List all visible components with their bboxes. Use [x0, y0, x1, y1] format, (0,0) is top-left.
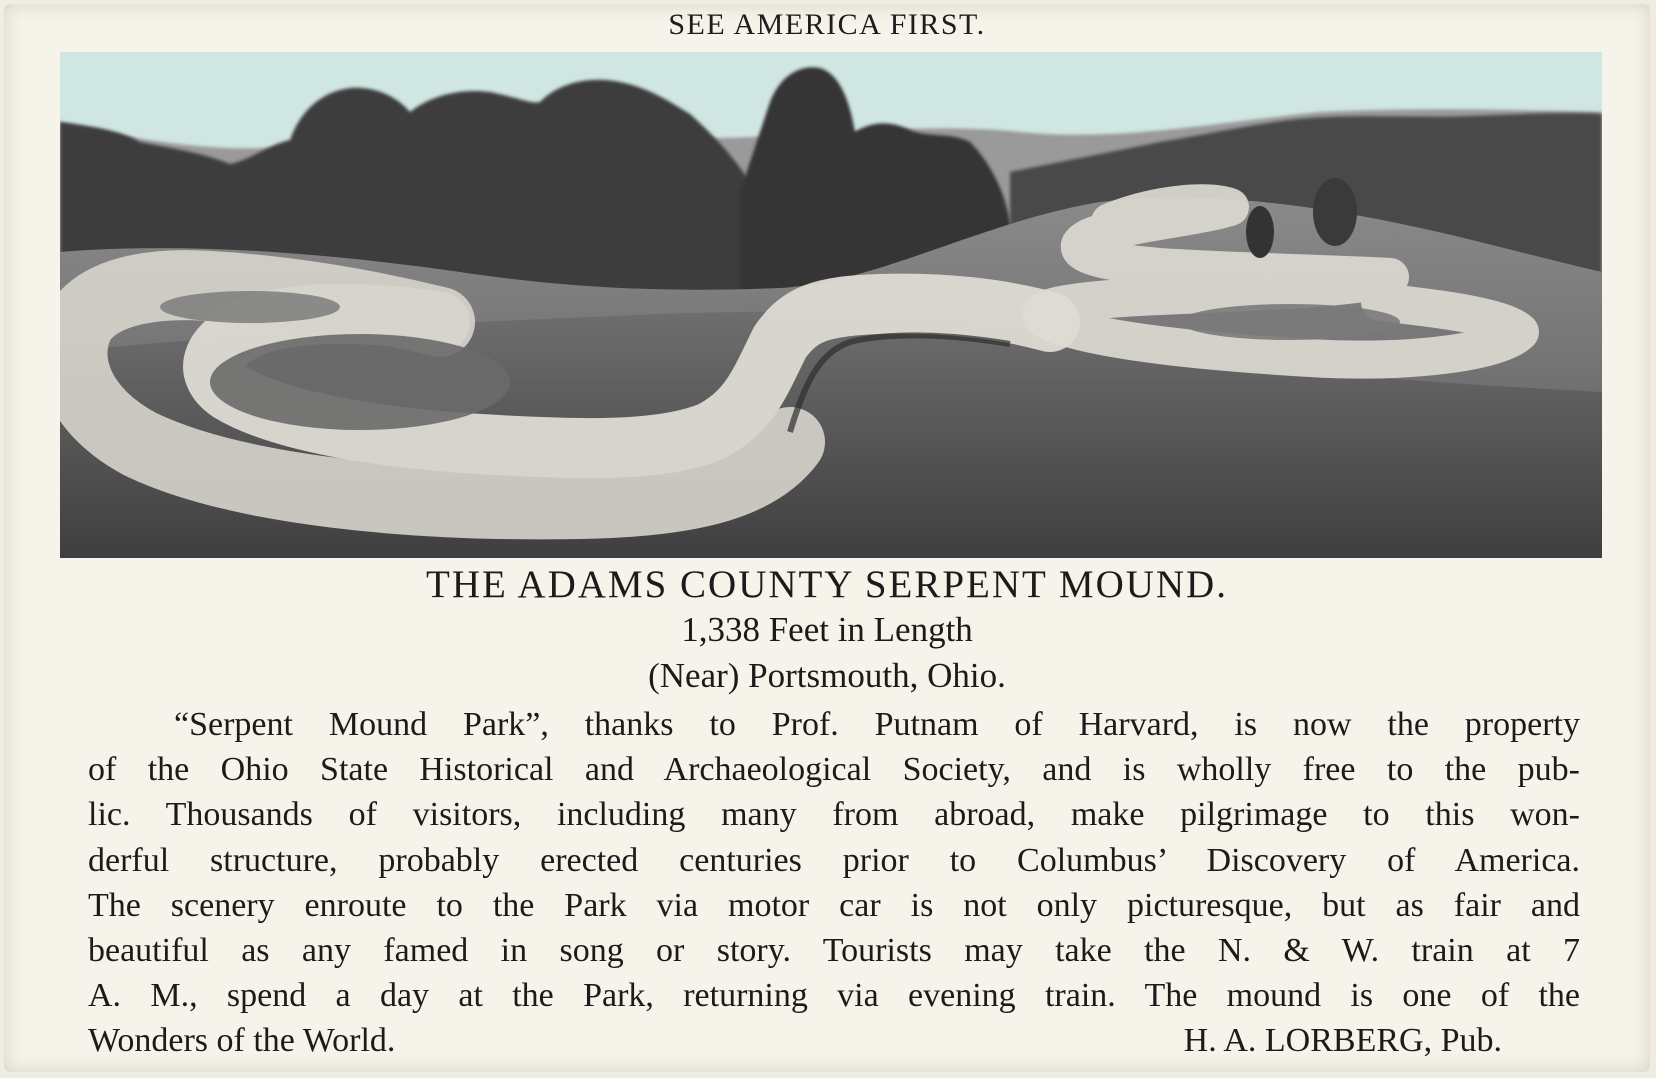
serpent-mound-photo — [60, 52, 1602, 558]
postcard-title: THE ADAMS COUNTY SERPENT MOUND. — [426, 563, 1228, 606]
mound-location: (Near) Portsmouth, Ohio. — [648, 656, 1006, 695]
description-line: A. M., spend a day at the Park, returning via evening train. The mound is one of the — [88, 977, 1580, 1015]
description-line: of the Ohio State Historical and Archaeological Society, and is wholly free to the pub- — [88, 751, 1580, 789]
description-line: derful structure, probably erected centuries prior to Columbus’ Discovery of America. — [88, 841, 1580, 879]
postcard — [4, 4, 1650, 1072]
coil-lawn-right — [1180, 304, 1400, 340]
description-line: Wonders of the World. — [88, 1022, 396, 1060]
coil-lawn-far — [160, 291, 340, 323]
description-last-line — [88, 1018, 1580, 1063]
description-line: lic. Thousands of visitors, including many from abroad, make pilgrimage to this won- — [88, 796, 1580, 834]
publisher-credit: H. A. LORBERG, Pub. — [1183, 1022, 1502, 1060]
mound-length: 1,338 Feet in Length — [681, 610, 973, 649]
description-paragraph — [88, 702, 1580, 1064]
lone-tree — [1246, 206, 1274, 258]
description-line: The scenery enroute to the Park via motor car is not only picturesque, but as fair and — [88, 886, 1580, 924]
header-tagline: SEE AMERICA FIRST. — [668, 8, 986, 41]
lone-tree — [1313, 178, 1357, 246]
description-line: beautiful as any famed in song or story. Tourists may take the N. & W. train at 7 — [88, 932, 1580, 970]
description-line: “Serpent Mound Park”, thanks to Prof. Putnam of Harvard, is now the property — [174, 706, 1580, 743]
coil-lawn-left — [210, 334, 510, 430]
